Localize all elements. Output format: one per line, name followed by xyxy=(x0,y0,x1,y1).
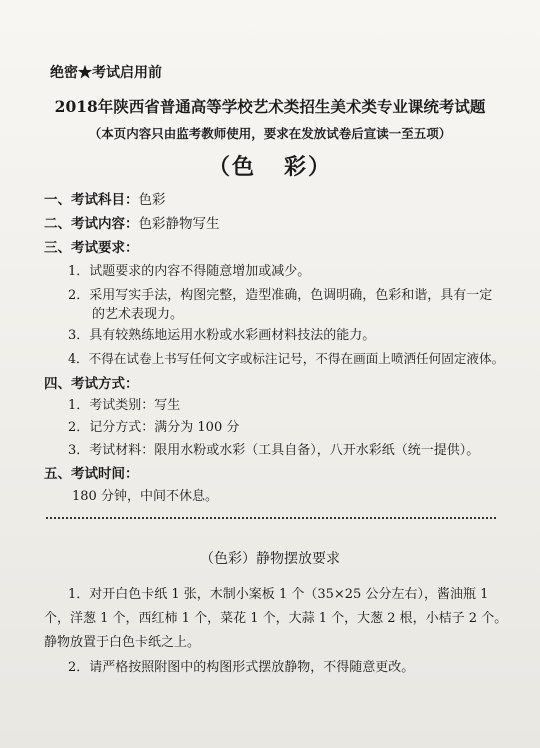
requirement-item: 2．采用写实手法，构图完整，造型准确，色调明确，色彩和谐，具有一定 xyxy=(68,288,493,303)
still-life-line: 个，洋葱 1 个，西红柿 1 个，菜花 1 个，大蒜 1 个，大葱 2 根，小桔子 2 个。 xyxy=(44,611,508,626)
section-value: 色彩 xyxy=(138,192,166,208)
section-requirements-label: 三、考试要求： xyxy=(44,240,139,256)
method-item: 1．考试类别：写生 xyxy=(68,398,181,413)
section-label: 一、考试科目： xyxy=(44,192,139,208)
still-life-line: 2．请严格按照附图中的构图形式摆放静物，不得随意更改。 xyxy=(68,660,415,675)
requirement-item-cont: 的艺术表现力。 xyxy=(92,307,184,322)
requirement-item: 4．不得在试卷上书写任何文字或标注记号，不得在画面上喷洒任何固定液体。 xyxy=(68,351,505,366)
section-label: 二、考试内容： xyxy=(44,216,139,232)
exam-title: 2018年陕西省普通高等学校艺术类招生美术类专业课统考试题 xyxy=(54,97,486,116)
section-method-label: 四、考试方式： xyxy=(44,376,139,392)
subject-left: （色 xyxy=(207,154,256,180)
still-life-title: （色彩）静物摆放要求 xyxy=(200,551,340,567)
still-life-line: 静物放置于白色卡纸之上。 xyxy=(44,635,201,650)
confidential-mark: 绝密★考试启用前 xyxy=(50,65,162,81)
section-subject xyxy=(44,188,166,208)
time-value: 180 分钟，中间不休息。 xyxy=(72,489,218,504)
requirement-item: 3．具有较熟练地运用水粉或水彩画材料技法的能力。 xyxy=(68,328,376,343)
subject-right: 彩） xyxy=(284,154,333,180)
section-content xyxy=(44,212,220,232)
still-life-line: 1．对开白色卡纸 1 张，木制小案板 1 个（35×25 公分左右），酱油瓶 1 xyxy=(68,587,489,602)
method-item: 3．考试材料：限用水粉或水彩（工具自备），八开水彩纸（统一提供）。 xyxy=(68,443,480,458)
section-time-label: 五、考试时间： xyxy=(44,466,139,482)
subject-heading xyxy=(0,150,540,181)
requirement-item: 1．试题要求的内容不得随意增加或减少。 xyxy=(68,264,311,279)
method-item: 2．记分方式：满分为 100 分 xyxy=(68,420,240,435)
dotted-separator xyxy=(46,517,496,519)
exam-subtitle: （本页内容只由监考教师使用，要求在发放试卷后宣读一至五项） xyxy=(88,126,452,141)
section-value: 色彩静物写生 xyxy=(138,216,220,232)
